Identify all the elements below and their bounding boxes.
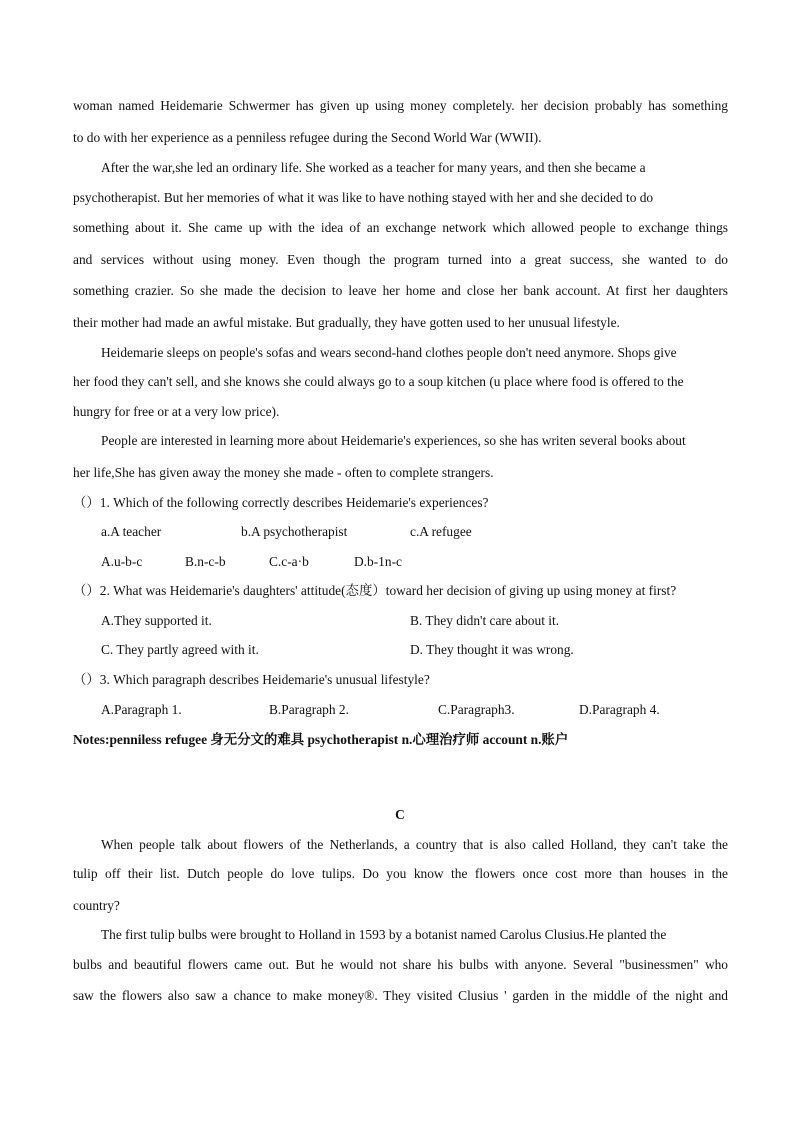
question-3-option-a: A.Paragraph 1. bbox=[101, 702, 182, 717]
passage-b-line: After the war,she led an ordinary life. She worked as a teacher for many years, and then she became a bbox=[101, 160, 646, 175]
passage-b-line: their mother had made an awful mistake. But gradually, they have gotten used to her unusual lifestyle. bbox=[73, 315, 620, 330]
passage-c-line: tulip off their list. Dutch people do love tulips. Do you know the flowers once cost more than houses in the bbox=[73, 866, 728, 881]
passage-c-line: country? bbox=[73, 898, 120, 913]
question-1-stem: （）1. Which of the following correctly describes Heidemarie's experiences? bbox=[73, 495, 489, 510]
notes-text: penniless refugee 身无分文的难具 psychotherapist n.心理治疗师 account n.账户 bbox=[109, 732, 569, 747]
passage-b-line: Heidemarie sleeps on people's sofas and wears second-hand clothes people don't need anymore. Shops give bbox=[101, 345, 677, 360]
question-2-stem: （）2. What was Heidemarie's daughters' attitude(态度）toward her decision of giving up using money at first? bbox=[73, 583, 677, 598]
section-heading: C bbox=[395, 807, 405, 822]
passage-b-line: her life,She has given away the money she made - often to complete strangers. bbox=[73, 465, 494, 480]
passage-c-line: saw the flowers also saw a chance to make money®. They visited Clusius ' garden in the middle of the night and bbox=[73, 988, 728, 1003]
passage-c-line: When people talk about flowers of the Netherlands, a country that is also called Holland, they can't take the bbox=[101, 837, 728, 852]
question-1-option-a: A.u-b-c bbox=[101, 554, 143, 569]
question-3-stem: （）3. Which paragraph describes Heidemarie's unusual lifestyle? bbox=[73, 672, 430, 687]
passage-b-line: woman named Heidemarie Schwermer has given up using money completely. her decision probably has something bbox=[73, 98, 728, 113]
passage-b-line: and services without using money. Even though the program turned into a great success, she wanted to do bbox=[73, 252, 728, 267]
question-2-option-d: D. They thought it was wrong. bbox=[410, 642, 574, 657]
passage-c-line: bulbs and beautiful flowers came out. But he would not share his bulbs with anyone. Several "businessmen" who bbox=[73, 957, 728, 972]
passage-b-line: hungry for free or at a very low price). bbox=[73, 404, 280, 419]
passage-b-line: her food they can't sell, and she knows she could always go to a soup kitchen (u place where food is offered to the bbox=[73, 374, 684, 389]
notes-label: Notes: bbox=[73, 732, 110, 747]
question-2-option-a: A.They supported it. bbox=[101, 613, 212, 628]
question-1-option-d: D.b-1n-c bbox=[354, 554, 402, 569]
question-3-option-b: B.Paragraph 2. bbox=[269, 702, 349, 717]
passage-b-line: People are interested in learning more about Heidemarie's experiences, so she has writen several books about bbox=[101, 433, 686, 448]
passage-b-line: psychotherapist. But her memories of what it was like to have nothing stayed with her and she decided to do bbox=[73, 190, 654, 205]
passage-b-line: to do with her experience as a penniless refugee during the Second World War (WWII). bbox=[73, 130, 542, 145]
question-1-option-b: B.n-c-b bbox=[185, 554, 226, 569]
passage-b-line: something crazier. So she made the decision to leave her home and close her bank account. At first her daughters bbox=[73, 283, 728, 298]
question-1-item: a.A teacher bbox=[101, 524, 162, 539]
question-1-option-c: C.c-a·b bbox=[269, 554, 309, 569]
question-2-option-c: C. They partly agreed with it. bbox=[101, 642, 259, 657]
question-3-option-d: D.Paragraph 4. bbox=[579, 702, 660, 717]
question-1-item: b.A psychotherapist bbox=[241, 524, 348, 539]
passage-c-line: The first tulip bulbs were brought to Holland in 1593 by a botanist named Carolus Clusius.He planted the bbox=[101, 927, 667, 942]
question-3-option-c: C.Paragraph3. bbox=[438, 702, 515, 717]
vocabulary-notes bbox=[73, 731, 728, 749]
question-1-item: c.A refugee bbox=[410, 524, 472, 539]
passage-b-line: something about it. She came up with the idea of an exchange network which allowed people to exchange things bbox=[73, 220, 728, 235]
question-2-option-b: B. They didn't care about it. bbox=[410, 613, 560, 628]
